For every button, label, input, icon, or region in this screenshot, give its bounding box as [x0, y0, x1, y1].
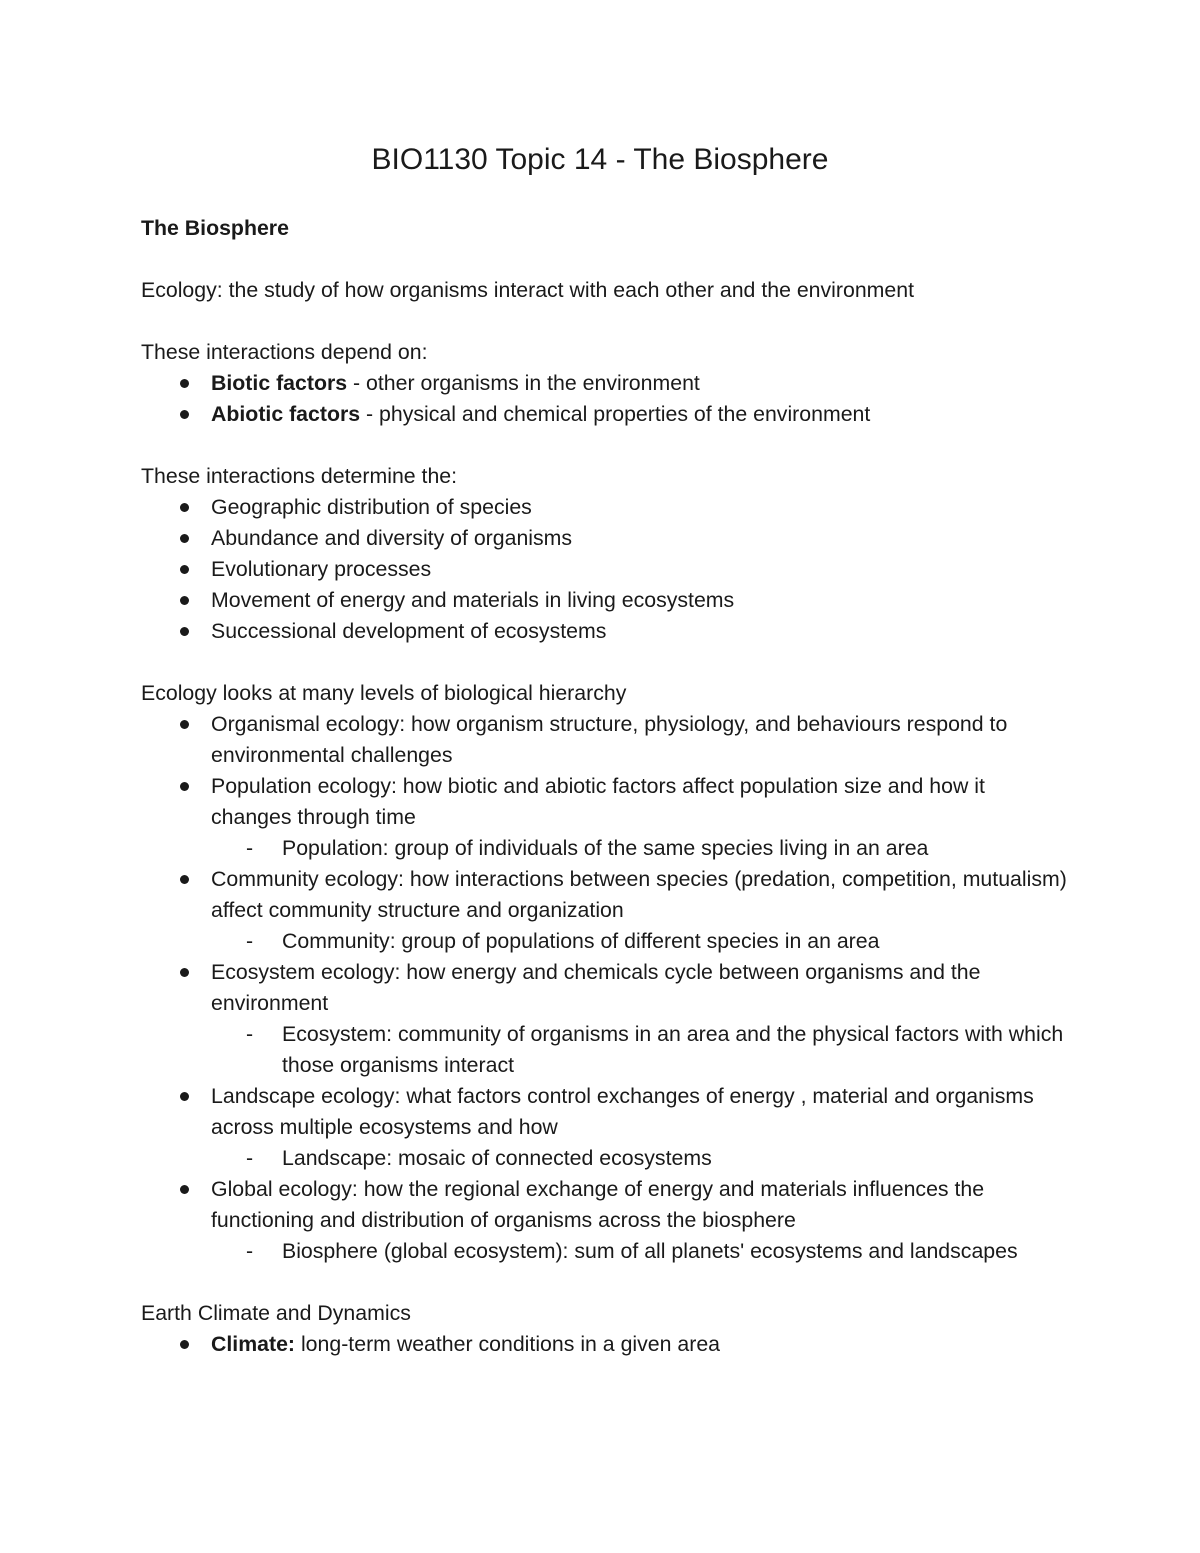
sub-list-item: - Population: group of individuals of the same species living in an area [282, 833, 1071, 864]
sub-list-item: - Community: group of populations of different species in an area [282, 926, 1071, 957]
list-item [211, 1081, 1071, 1174]
list-item [211, 1329, 1071, 1360]
list-item [211, 771, 1071, 864]
list-item-text: Landscape ecology: what factors control exchanges of energy , material and organisms across multiple ecosystems and how [211, 1084, 1034, 1139]
sub-list-item: - Landscape: mosaic of connected ecosystems [282, 1143, 1071, 1174]
list-item-term: Abiotic factors [211, 402, 361, 426]
climate-list [141, 1329, 1071, 1360]
list-item [211, 709, 1071, 771]
depend-intro: These interactions depend on: [141, 340, 428, 364]
sub-list [211, 926, 1071, 957]
list-item: Successional development of ecosystems [211, 616, 1071, 647]
list-item: Geographic distribution of species [211, 492, 1071, 523]
list-item-text: - other organisms in the environment [347, 371, 700, 395]
list-item-text: Community ecology: how interactions between species (predation, competition, mutualism) affect community structure and organization [211, 867, 1067, 922]
document-title: BIO1130 Topic 14 - The Biosphere [371, 143, 829, 176]
list-item-text: - physical and chemical properties of the environment [360, 402, 871, 426]
list-item [211, 957, 1071, 1081]
list-item: Abundance and diversity of organisms [211, 523, 1071, 554]
section-heading: The Biosphere [141, 216, 289, 240]
ecology-definition: Ecology: the study of how organisms interact with each other and the environment [141, 278, 915, 302]
sub-list [211, 833, 1071, 864]
determine-list [141, 492, 1071, 647]
list-item [211, 368, 1071, 399]
determine-intro: These interactions determine the: [141, 464, 458, 488]
list-item-term: Climate: [211, 1332, 296, 1356]
list-item-term: Biotic factors [211, 371, 348, 395]
list-item-text: long-term weather conditions in a given area [295, 1332, 721, 1356]
list-item [211, 864, 1071, 957]
sub-list-item: - Ecosystem: community of organisms in an area and the physical factors with which those organisms interact [282, 1019, 1071, 1081]
sub-list [211, 1143, 1071, 1174]
list-item [211, 399, 1071, 430]
sub-list [211, 1019, 1071, 1081]
depend-list [141, 368, 1071, 430]
list-item: Movement of energy and materials in living ecosystems [211, 585, 1071, 616]
list-item-text: Population ecology: how biotic and abiotic factors affect population size and how it changes through time [211, 774, 985, 829]
sub-list-item: - Biosphere (global ecosystem): sum of all planets' ecosystems and landscapes [282, 1236, 1071, 1267]
climate-intro: Earth Climate and Dynamics [141, 1301, 411, 1325]
levels-list [141, 709, 1071, 1267]
list-item-text: Organismal ecology: how organism structure, physiology, and behaviours respond to environmental challenges [211, 712, 1008, 767]
document-body [141, 213, 1071, 1360]
list-item-text: Ecosystem ecology: how energy and chemicals cycle between organisms and the environment [211, 960, 981, 1015]
list-item: Evolutionary processes [211, 554, 1071, 585]
list-item-text: Global ecology: how the regional exchange of energy and materials influences the functioning and distribution of organisms across the biosphere [211, 1177, 985, 1232]
sub-list [211, 1236, 1071, 1267]
list-item [211, 1174, 1071, 1267]
levels-intro: Ecology looks at many levels of biological hierarchy [141, 681, 627, 705]
